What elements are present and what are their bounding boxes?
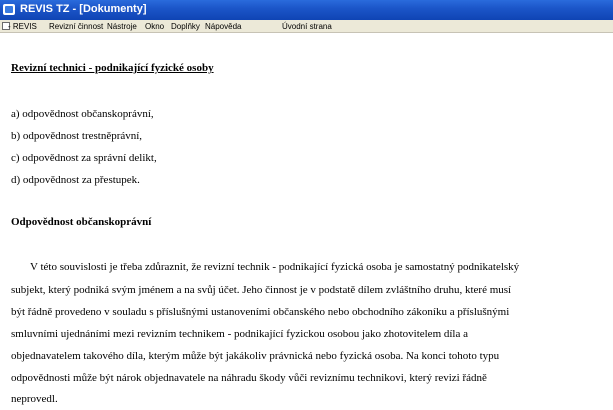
list-item: d) odpovědnost za přestupek. — [11, 174, 140, 186]
section-title: Odpovědnost občanskoprávní — [11, 216, 152, 228]
list-item: b) odpovědnost trestněprávní, — [11, 130, 143, 142]
list-item: c) odpovědnost za správní delikt, — [11, 152, 157, 164]
list-item: a) odpovědnost občanskoprávní, — [11, 108, 154, 120]
paragraph-line: neprovedl. — [11, 393, 58, 405]
app-icon[interactable] — [3, 4, 15, 15]
menu-revis[interactable]: - REVIS — [8, 22, 37, 31]
window-title: REVIS TZ - [Dokumenty] — [20, 3, 147, 15]
paragraph-line: objednavatelem takového díla, kterým může být jakákoliv právnická nebo fyzická osoba. Na konci tohoto typu — [11, 350, 500, 362]
menu-okno[interactable]: Okno — [145, 22, 165, 31]
document-view — [0, 34, 613, 410]
paragraph-line: subjekt, který podniká svým jménem a na svůj účet. Jeho činnost je v podstatě dílem zvláštního druhu, které musí — [11, 284, 512, 296]
menu-uvodni-strana[interactable]: Úvodní strana — [282, 22, 332, 31]
menu-revizni-cinnost[interactable]: Revizní činnost — [49, 22, 104, 31]
paragraph-line: odpovědnosti může být nárok objednavatele na náhradu škody vůči reviznímu technikovi, který revizi řádně — [11, 372, 487, 384]
paragraph-line: V této souvislosti je třeba zdůraznit, že revizní technik - podnikající fyzická osoba je samostatný podnikatelský — [30, 261, 520, 273]
document-heading: Revizní technici - podnikající fyzické osoby — [11, 62, 214, 74]
title-bar[interactable] — [0, 0, 613, 20]
menu-doplnky[interactable]: Doplňky — [171, 22, 200, 31]
menu-napoveda[interactable]: Nápověda — [205, 22, 242, 31]
menu-nastroje[interactable]: Nástroje — [107, 22, 137, 31]
paragraph-line: smluvními ujednáními mezi revizním technikem - podnikající fyzickou osobou jako zhotovitelem díla a — [11, 328, 468, 340]
paragraph-line: být řádně provedeno v souladu s příslušnými ustanoveními občanského nebo obchodního zákoníku a příslušnými — [11, 306, 510, 318]
menu-bar — [0, 20, 613, 33]
